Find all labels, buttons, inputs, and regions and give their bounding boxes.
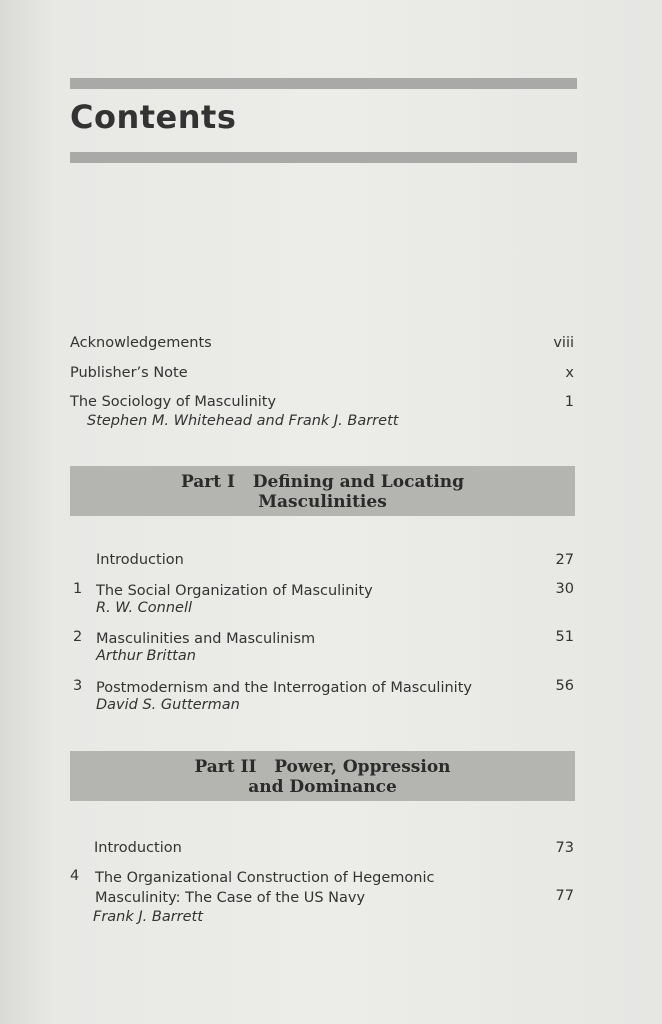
- chapter-title: Masculinities and Masculinism: [96, 631, 316, 647]
- toc-entry-author: Stephen M. Whitehead and Frank J. Barrett: [87, 413, 399, 429]
- chapter-title: Postmodernism and the Interrogation of Masculinity: [96, 680, 472, 696]
- chapter-number: 3: [73, 678, 83, 694]
- part-heading-1: [70, 466, 575, 516]
- toc-entry-page: 1: [564, 394, 574, 410]
- part-heading-2: [70, 751, 575, 801]
- chapter-number: 1: [73, 581, 83, 597]
- part-heading-line: Part II Power, Oppression: [194, 757, 451, 777]
- page-title: Contents: [70, 98, 237, 136]
- toc-entry-page: 27: [555, 552, 574, 568]
- chapter-author: Arthur Brittan: [96, 648, 196, 664]
- chapter-page: 56: [555, 678, 574, 694]
- toc-entry-label: Introduction: [96, 552, 184, 568]
- part-heading-line: Masculinities: [258, 492, 387, 512]
- part-heading-line: and Dominance: [248, 777, 397, 797]
- chapter-page: 30: [555, 581, 574, 597]
- chapter-author: David S. Gutterman: [96, 697, 240, 713]
- chapter-page: 51: [555, 629, 574, 645]
- chapter-number: 2: [73, 629, 83, 645]
- toc-entry-label: Publisher’s Note: [70, 365, 188, 381]
- chapter-page: 77: [555, 888, 574, 904]
- toc-entry-page: viii: [553, 335, 574, 351]
- chapter-author: Frank J. Barrett: [93, 909, 203, 925]
- toc-entry-label: Introduction: [94, 840, 182, 856]
- chapter-number: 4: [70, 868, 80, 884]
- chapter-title: The Social Organization of Masculinity: [96, 583, 373, 599]
- toc-entry-page: x: [565, 365, 574, 381]
- toc-entry-label: Acknowledgements: [70, 335, 212, 351]
- header-rule-bottom: [70, 152, 577, 163]
- toc-entry-label: The Sociology of Masculinity: [70, 394, 277, 410]
- part-heading-line: Part I Defining and Locating: [180, 472, 465, 492]
- chapter-title-line-1: The Organizational Construction of Hegemonic: [95, 870, 435, 886]
- chapter-author: R. W. Connell: [96, 600, 193, 616]
- chapter-title-line-2: Masculinity: The Case of the US Navy: [95, 890, 366, 906]
- header-rule-top: [70, 78, 577, 89]
- toc-entry-page: 73: [555, 840, 574, 856]
